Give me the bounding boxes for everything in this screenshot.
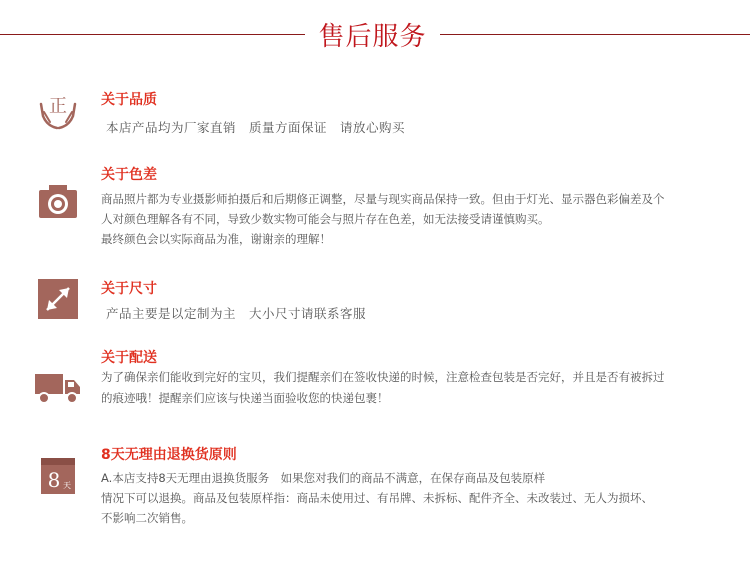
section-text-line: 产品主要是以定制为主 大小尺寸请联系客服 — [106, 306, 367, 321]
section-text-line: 不影响二次销售。 — [101, 511, 193, 525]
calendar-8-icon — [37, 454, 79, 496]
page-header — [0, 14, 750, 54]
calendar-day-number: 8 — [47, 468, 61, 492]
section-text-line: 情况下可以退换。商品及包装原样指：商品未使用过、有吊牌、未拆标、配件齐全、未改装过、无人为损坏、 — [101, 491, 653, 505]
calendar-day-unit: 天 — [63, 481, 71, 490]
section-text-line: 人对颜色理解各有不同，导致少数实物可能会与照片存在色差，如无法接受请谨慎购买。 — [101, 212, 550, 226]
camera-icon — [37, 180, 79, 222]
section-color — [0, 162, 750, 252]
section-text-line: A.本店支持8天无理由退换货服务 如果您对我们的商品不满意，在保存商品及包装原样 — [101, 471, 546, 485]
page-title: 售后服务 — [318, 22, 427, 52]
hands-zheng-icon — [37, 90, 79, 132]
section-title: 8天无理由退换货原则 — [101, 447, 237, 463]
resize-arrow-icon — [37, 278, 79, 320]
section-text-line: 商品照片都为专业摄影师拍摄后和后期修正调整，尽量与现实商品保持一致。但由于灯光、显示器色彩偏差及个 — [101, 192, 665, 206]
section-text-line: 本店产品均为厂家直销 质量方面保证 请放心购买 — [106, 120, 406, 135]
section-delivery — [0, 346, 750, 416]
section-size — [0, 276, 750, 336]
header-divider-right — [440, 34, 750, 35]
section-title: 关于尺寸 — [101, 281, 157, 297]
svg-text:正: 正 — [49, 96, 67, 117]
header-divider-left — [0, 34, 305, 35]
section-title: 关于色差 — [101, 167, 157, 183]
section-text-line: 最终颜色会以实际商品为准，谢谢亲的理解！ — [101, 232, 331, 246]
section-title: 关于配送 — [101, 350, 157, 366]
section-quality — [0, 86, 750, 146]
truck-icon — [34, 366, 82, 408]
section-text-line: 为了确保亲们能收到完好的宝贝，我们提醒亲们在签收快递的时候，注意检查包装是否完好，并且是否有被拆过 — [101, 370, 665, 384]
section-return-policy — [0, 442, 750, 532]
section-text-line: 的痕迹哦！提醒亲们应该与快递当面验收您的快递包裹！ — [101, 391, 389, 405]
section-title: 关于品质 — [101, 92, 157, 108]
